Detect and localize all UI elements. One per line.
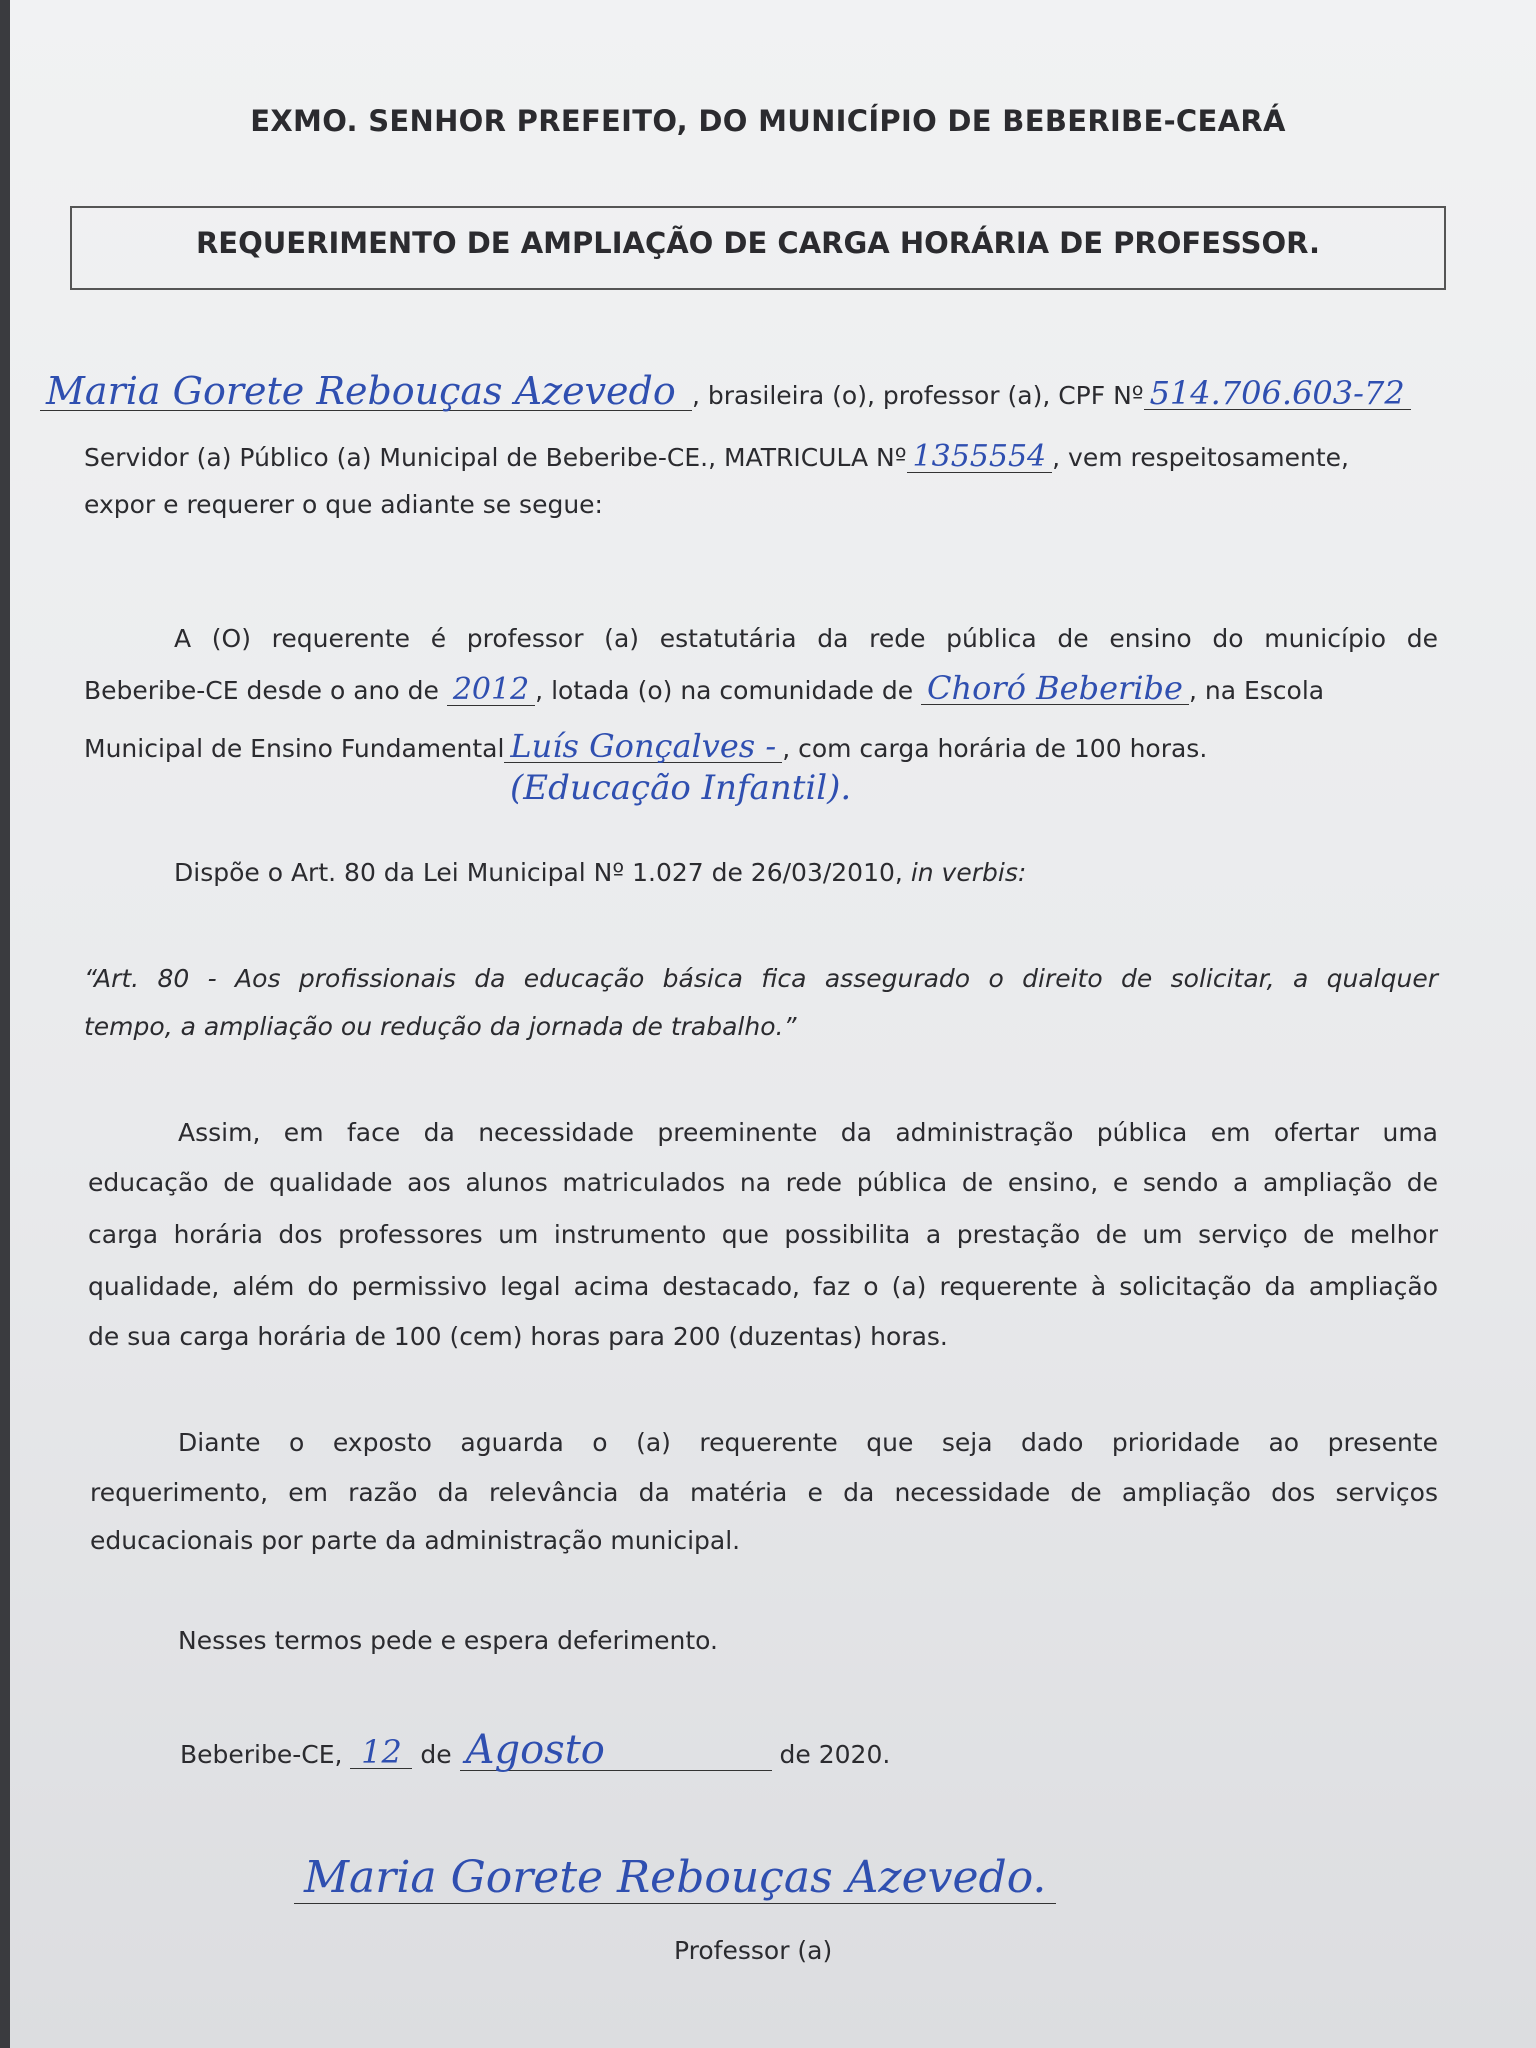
addressee-heading: EXMO. SENHOR PREFEITO, DO MUNICÍPIO DE BEBERIBE-CEARÁ <box>250 104 1286 138</box>
para1-line-3-a: Municipal de Ensino Fundamental <box>84 734 505 763</box>
page-edge-shadow <box>0 0 10 2048</box>
closing-text: Nesses termos pede e espera deferimento. <box>178 1626 718 1655</box>
para1-line-2 <box>84 669 1325 707</box>
intro-line-2-prefix: Servidor (a) Público (a) Municipal de Beberibe-CE., MATRICULA Nº <box>84 443 907 472</box>
para3-line-1: Diante o exposto aguarda o (a) requerente que seja dado prioridade ao presente <box>178 1428 1438 1457</box>
para1-line-2-c: , na Escola <box>1188 676 1325 705</box>
title-box <box>70 206 1446 290</box>
name-handwritten: Maria Gorete Rebouças Azevedo <box>40 372 692 411</box>
para1-line-3 <box>84 727 1208 765</box>
para2-line-4: qualidade, além do permissivo legal acima destacado, faz o (a) requerente à solicitação da ampliação <box>88 1272 1438 1301</box>
para1-line-3-b: , com carga horária de 100 horas. <box>782 734 1208 763</box>
intro-line-2-suffix: , vem respeitosamente, <box>1052 443 1349 472</box>
date-de: de <box>420 1740 452 1769</box>
para2-line-1: Assim, em face da necessidade preeminente da administração pública em ofertar uma <box>178 1118 1438 1147</box>
community-handwritten: Choró Beberibe <box>921 672 1189 705</box>
matricula-handwritten: 1355554 <box>907 442 1053 473</box>
para1-line-1: A (O) requerente é professor (a) estatutária da rede pública de ensino do município de <box>174 624 1438 653</box>
signature-role: Professor (a) <box>674 1936 833 1965</box>
para1-line-2-a: Beberibe-CE desde o ano de <box>84 676 439 705</box>
intro-line-1 <box>40 369 1411 413</box>
document-title: REQUERIMENTO DE AMPLIAÇÃO DE CARGA HORÁRIA DE PROFESSOR. <box>195 226 1321 260</box>
law-reference <box>174 860 1026 885</box>
day-handwritten: 12 <box>350 1736 412 1769</box>
law-reference-italic: in verbis: <box>910 858 1027 887</box>
para2-line-5: de sua carga horária de 100 (cem) horas para 200 (duzentas) horas. <box>88 1322 948 1351</box>
note-handwritten: (Educação Infantil). <box>510 768 852 808</box>
para3-line-2: requerimento, em razão da relevância da matéria e da necessidade de ampliação dos serviços <box>90 1478 1438 1507</box>
school-handwritten: Luís Gonçalves - <box>504 730 782 763</box>
cpf-handwritten: 514.706.603-72 <box>1144 377 1411 410</box>
intro-text-after-name: , brasileira (o), professor (a), CPF Nº <box>692 381 1144 410</box>
date-year: de 2020. <box>779 1740 891 1769</box>
para2-line-2: educação de qualidade aos alunos matriculados na rede pública de ensino, e sendo a ampliação de <box>88 1168 1438 1197</box>
para3-line-3: educacionais por parte da administração municipal. <box>90 1526 741 1555</box>
intro-line-2 <box>84 439 1349 474</box>
signature-handwritten: Maria Gorete Rebouças Azevedo. <box>294 1852 1056 1904</box>
quote-line-1: “Art. 80 - Aos profissionais da educação básica fica assegurado o direito de solicitar, a qualquer <box>84 964 1438 993</box>
date-city: Beberibe-CE, <box>180 1740 343 1769</box>
para1-line-2-b: , lotada (o) na comunidade de <box>535 676 914 705</box>
date-line <box>180 1727 891 1773</box>
intro-line-3: expor e requerer o que adiante se segue: <box>84 490 603 519</box>
document-sheet <box>10 0 1536 2048</box>
quote-line-2: tempo, a ampliação ou redução da jornada de trabalho.” <box>84 1012 797 1041</box>
para2-line-3: carga horária dos professores um instrumento que possibilita a prestação de um serviço de melhor <box>88 1220 1438 1249</box>
year-handwritten: 2012 <box>447 675 535 706</box>
law-reference-text: Dispõe o Art. 80 da Lei Municipal Nº 1.027 de 26/03/2010, <box>174 858 903 887</box>
month-handwritten: Agosto <box>460 1730 772 1771</box>
